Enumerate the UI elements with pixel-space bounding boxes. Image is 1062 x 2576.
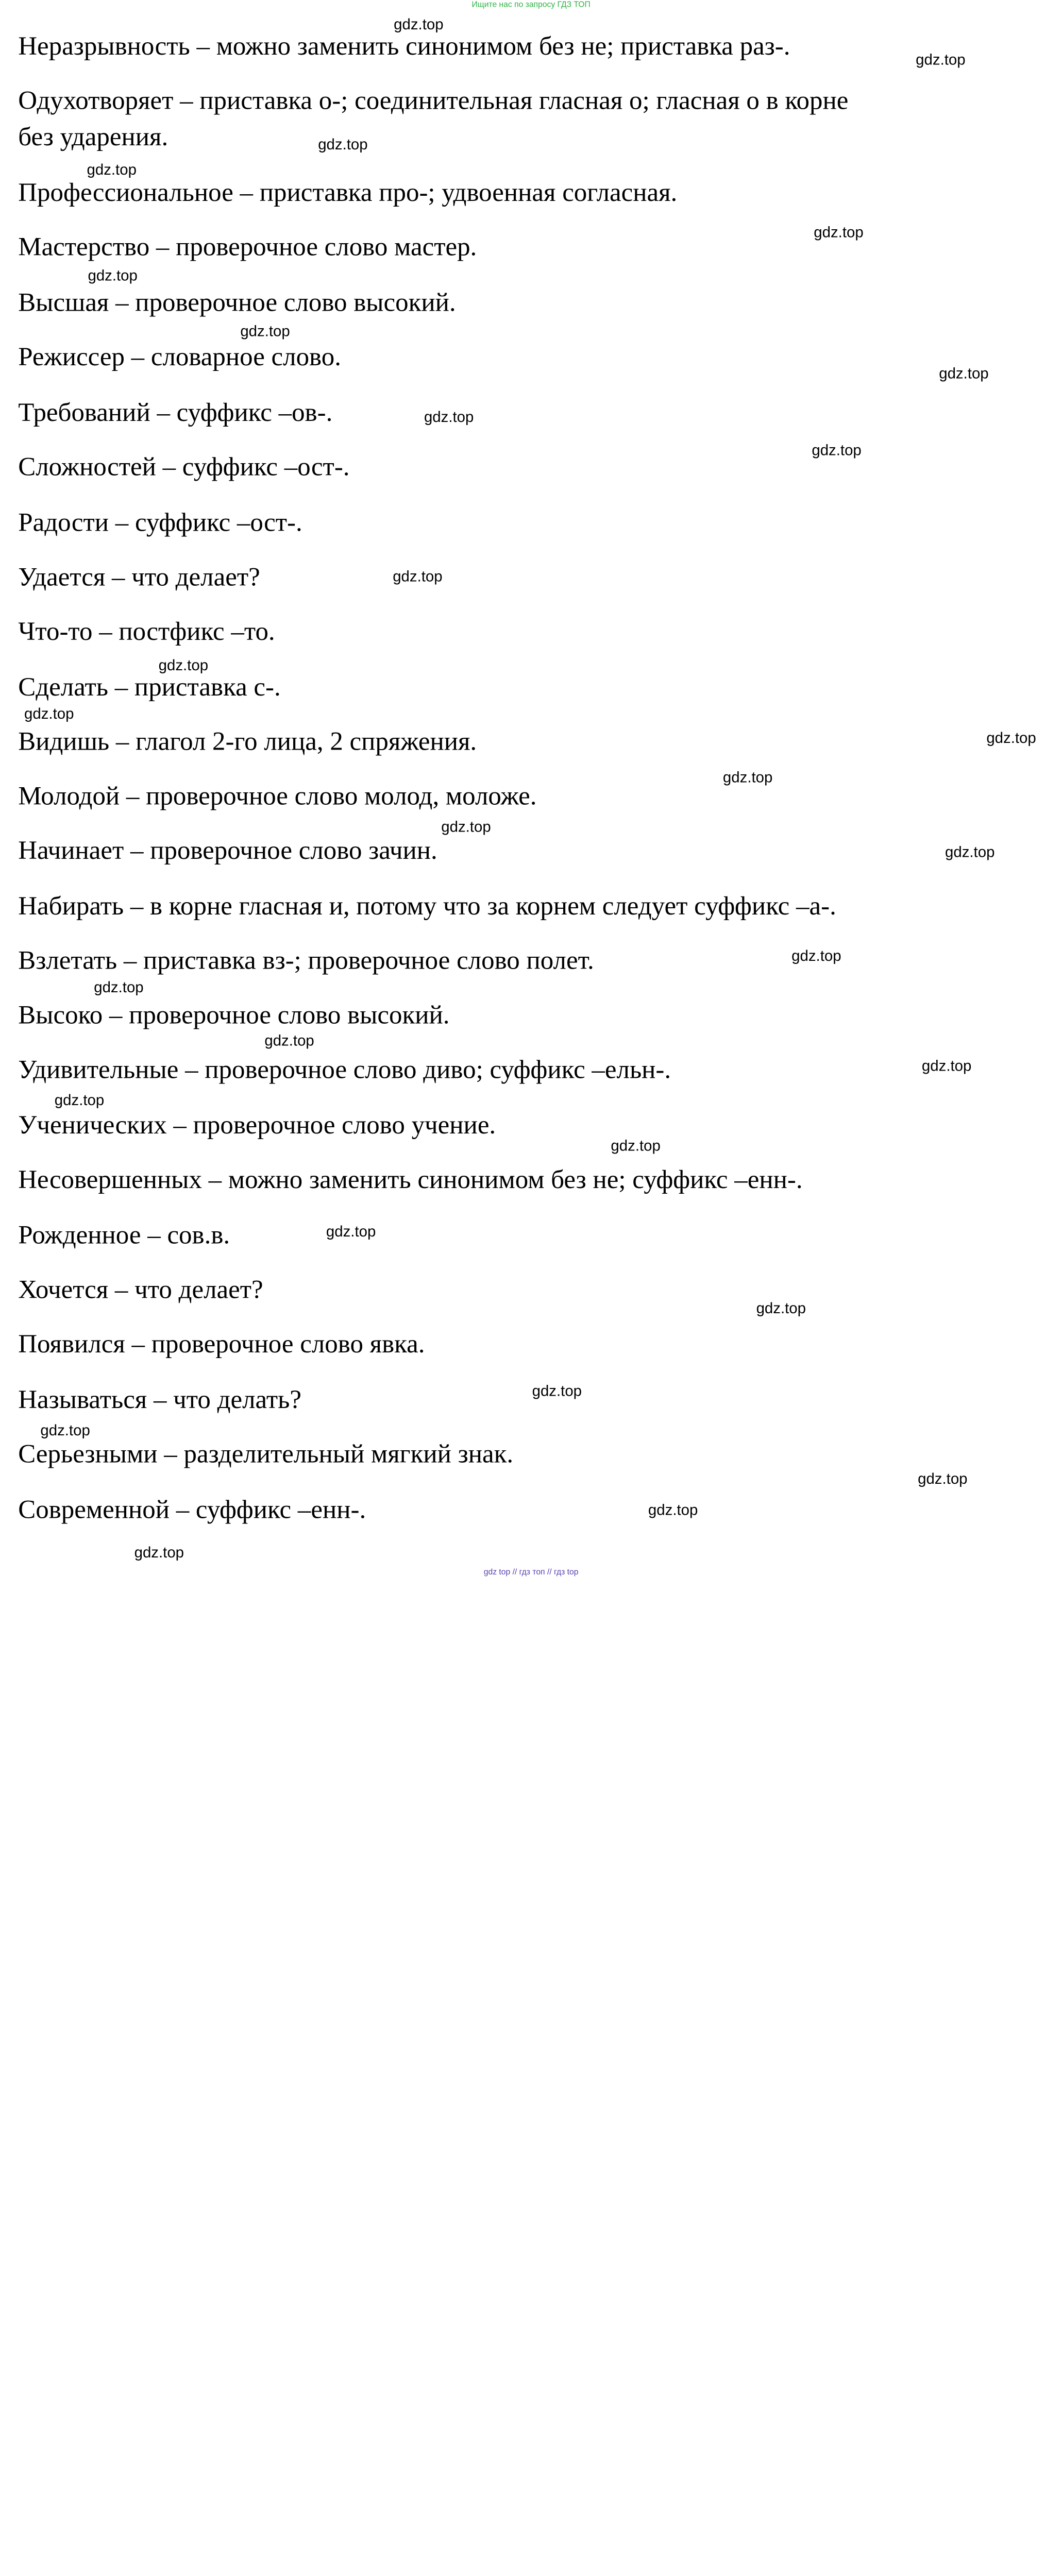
watermark: gdz.top [532, 1382, 582, 1400]
text-line: Появился – проверочное слово явка. [18, 1329, 425, 1359]
watermark: gdz.top [158, 657, 209, 674]
text-line: Набирать – в корне гласная и, потому что за корнем следует суффикс –а-. [18, 891, 836, 921]
text-line: Сложностей – суффикс –ост-. [18, 452, 350, 482]
watermark: gdz.top [791, 947, 841, 965]
text-line: Несовершенных – можно заменить синонимом без не; суффикс –енн-. [18, 1164, 803, 1194]
watermark: gdz.top [326, 1223, 376, 1241]
text-line: Высоко – проверочное слово высокий. [18, 1000, 450, 1030]
text-line: Видишь – глагол 2-го лица, 2 спряжения. [18, 726, 477, 756]
text-line: Высшая – проверочное слово высокий. [18, 287, 456, 317]
text-line: Ученических – проверочное слово учение. [18, 1110, 496, 1140]
watermark: gdz.top [134, 1544, 184, 1562]
text-line: Хочется – что делает? [18, 1275, 263, 1304]
text-line: Начинает – проверочное слово зачин. [18, 836, 437, 865]
watermark: gdz.top [722, 769, 773, 787]
watermark: gdz.top [88, 267, 138, 285]
watermark: gdz.top [918, 1470, 968, 1488]
watermark: gdz.top [611, 1137, 661, 1155]
text-line: Неразрывность – можно заменить синонимом без не; приставка раз-. [18, 31, 790, 61]
watermark: gdz.top [54, 1092, 105, 1110]
text-line: Что-то – постфикс –то. [18, 617, 275, 646]
text-line: Современной – суффикс –енн-. [18, 1495, 366, 1524]
watermark: gdz.top [94, 979, 144, 996]
text-line: Взлетать – приставка вз-; проверочное слово полет. [18, 945, 594, 975]
watermark: gdz.top [945, 843, 995, 861]
watermark: gdz.top [939, 365, 989, 383]
watermark: gdz.top [264, 1032, 314, 1050]
text-line: Требований – суффикс –ов-. [18, 397, 333, 427]
text-line: Рожденное – сов.в. [18, 1220, 230, 1250]
text-line: Режиссер – словарное слово. [18, 342, 342, 371]
watermark: gdz.top [756, 1300, 806, 1317]
text-line: Удивительные – проверочное слово диво; суффикс –ельн-. [18, 1055, 671, 1084]
text-line: Профессиональное – приставка про-; удвоенная согласная. [18, 177, 678, 207]
watermark: gdz.top [240, 323, 290, 341]
text-line: Мастерство – проверочное слово мастер. [18, 232, 477, 262]
text-line: Одухотворяет – приставка о-; соединительная гласная о; гласная о в корне [18, 86, 849, 115]
watermark: gdz.top [648, 1502, 698, 1519]
footer-banner: gdz top // гдз топ // гдз top [483, 1567, 579, 1577]
watermark: gdz.top [393, 568, 443, 586]
text-line: Удается – что делает? [18, 562, 260, 592]
watermark: gdz.top [441, 818, 491, 836]
watermark: gdz.top [921, 1058, 972, 1075]
text-line: без ударения. [18, 122, 168, 151]
watermark: gdz.top [318, 136, 368, 154]
text-line: Сделать – приставка с-. [18, 672, 281, 702]
watermark: gdz.top [916, 51, 966, 69]
watermark: gdz.top [812, 442, 862, 460]
watermark: gdz.top [394, 16, 444, 33]
watermark: gdz.top [24, 705, 74, 723]
watermark: gdz.top [986, 730, 1036, 747]
watermark: gdz.top [40, 1422, 90, 1439]
text-line: Радости – суффикс –ост-. [18, 507, 302, 537]
text-line: Молодой – проверочное слово молод, моложе. [18, 781, 537, 811]
text-line: Серьезными – разделительный мягкий знак. [18, 1439, 514, 1469]
watermark: gdz.top [424, 409, 474, 426]
text-line: Называться – что делать? [18, 1384, 301, 1414]
header-banner: Ищите нас по запросу ГДЗ ТОП [471, 0, 591, 9]
watermark: gdz.top [87, 161, 137, 179]
watermark: gdz.top [814, 224, 864, 242]
